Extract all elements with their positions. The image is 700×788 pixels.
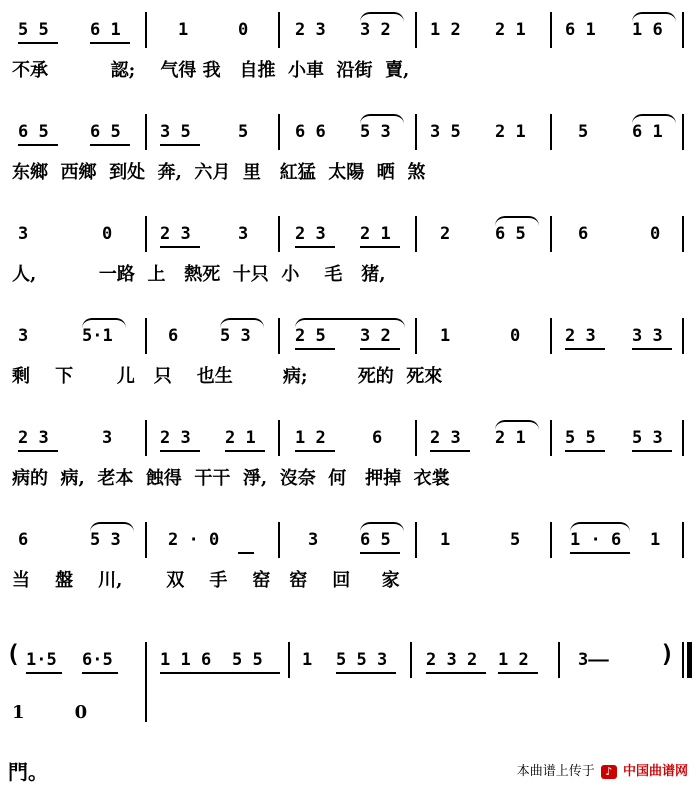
note-group: 5 5 (565, 428, 596, 448)
note-group: 0 (510, 326, 521, 346)
notation-line (10, 112, 690, 152)
beam (360, 552, 400, 554)
notation-line (6, 640, 690, 680)
beam (565, 348, 605, 350)
footer (0, 752, 700, 784)
note-group: 6 5 (90, 122, 121, 142)
slur (632, 12, 676, 22)
note-group: 1·5 (26, 650, 57, 670)
bar-line (550, 114, 552, 150)
note-group: 1 (440, 326, 451, 346)
lyrics-line: 东鄉 西鄉 到处 奔, 六月 里 紅猛 太陽 晒 煞 (12, 162, 426, 183)
bar-line (145, 318, 147, 354)
bar-line (682, 522, 684, 558)
note-group: 5 5 (232, 650, 263, 670)
note-group: 2 3 (565, 326, 596, 346)
beam (26, 672, 62, 674)
notation-line (10, 10, 690, 50)
notation-line (10, 418, 690, 458)
note-group: 6 (578, 224, 589, 244)
note-group: 0 (102, 224, 113, 244)
bar-line (278, 318, 280, 354)
lyrics-line: 不承 認; 气得 我 自推 小車 沿街 賣, (12, 60, 410, 81)
beam (360, 246, 400, 248)
bar-line (550, 420, 552, 456)
note-group: 2 1 (495, 20, 526, 40)
beam (18, 42, 58, 44)
bar-line (550, 522, 552, 558)
bar-line (415, 12, 417, 48)
note-group: 2 1 (495, 122, 526, 142)
note-group: 2 5 (295, 326, 326, 346)
bar-line (278, 216, 280, 252)
beam (430, 450, 470, 452)
note-group: 3 (102, 428, 113, 448)
note-group: 2 3 (295, 224, 326, 244)
bar-line (550, 216, 552, 252)
note-group: 5 (578, 122, 589, 142)
note-group: 5 5 3 (336, 650, 388, 670)
note-group: 5 3 (360, 122, 391, 142)
final-lyric: 門。 (8, 760, 48, 784)
site-logo-icon: ♪ (601, 765, 617, 779)
note-group: 2 (440, 224, 451, 244)
lyrics-line: 1 0 (12, 702, 88, 723)
beam (498, 672, 538, 674)
note-group: 6 (168, 326, 179, 346)
note-group: 2 3 2 (426, 650, 478, 670)
note-group: 2 3 (295, 20, 326, 40)
note-group: 1 1 6 (160, 650, 212, 670)
slur (90, 522, 134, 532)
beam (565, 450, 605, 452)
slur (360, 522, 404, 532)
slur (495, 216, 539, 226)
beam (295, 348, 335, 350)
beam (632, 348, 672, 350)
final-bar-thin (682, 642, 684, 678)
note-group: 6 5 (18, 122, 49, 142)
notation-line (10, 520, 690, 560)
slur (495, 420, 539, 430)
bar-line (145, 522, 147, 558)
beam (570, 552, 630, 554)
beam (160, 672, 280, 674)
slur (295, 318, 405, 328)
beam (82, 672, 118, 674)
bar-line (682, 420, 684, 456)
close-paren: ) (660, 640, 675, 668)
bar-line (550, 12, 552, 48)
lyrics-line: 病的 病, 老本 蝕得 干干 淨, 沒奈 何 押掉 衣裳 (12, 468, 450, 489)
note-group: 0 (650, 224, 661, 244)
note-group: 1 (650, 530, 661, 550)
note-group: 3 3 (632, 326, 663, 346)
bar-line (145, 420, 147, 456)
lyrics-line: 当 盤 川, 双 手 窑 窑 回 家 (12, 570, 400, 591)
note-group: 5 3 (90, 530, 121, 550)
bar-line (145, 114, 147, 150)
note-group: 3 5 (160, 122, 191, 142)
note-group: 2 3 (430, 428, 461, 448)
lyrics-line: 剩 下 儿 只 也生 病; 死的 死來 (12, 366, 443, 387)
final-bar-thick (687, 642, 692, 678)
note-group: 1 6 (632, 20, 663, 40)
bar-line (682, 216, 684, 252)
bar-line (682, 114, 684, 150)
bar-line (410, 642, 412, 678)
bar-line (415, 114, 417, 150)
note-group: 2 3 (160, 224, 191, 244)
note-group: 1 2 (295, 428, 326, 448)
beam (160, 144, 200, 146)
note-group: 5·1 (82, 326, 113, 346)
note-group: 5 (510, 530, 521, 550)
note-group: 1 (178, 20, 189, 40)
bar-line (550, 318, 552, 354)
bar-line (288, 642, 290, 678)
bar-line (145, 216, 147, 252)
slur (360, 114, 404, 124)
bar-line (682, 318, 684, 354)
beam (160, 450, 200, 452)
bar-line (415, 318, 417, 354)
note-group: 5 3 (632, 428, 663, 448)
beam (18, 450, 58, 452)
slur (570, 522, 630, 532)
beam (90, 42, 130, 44)
beam (238, 552, 254, 554)
beam (225, 450, 265, 452)
note-group: 6 1 (90, 20, 121, 40)
note-group: 6 5 (495, 224, 526, 244)
bar-line (415, 420, 417, 456)
beam (295, 246, 335, 248)
bar-line (278, 522, 280, 558)
beam (360, 348, 400, 350)
slur (220, 318, 264, 328)
note-group: 2 3 (18, 428, 49, 448)
note-group: 2 · 0 (168, 530, 220, 550)
note-group: 3 (18, 224, 29, 244)
beam (426, 672, 486, 674)
bar-line (682, 12, 684, 48)
note-group: 1 2 (498, 650, 529, 670)
note-group: 3 2 (360, 326, 391, 346)
note-group: 0 (238, 20, 249, 40)
note-group: 6·5 (82, 650, 113, 670)
note-group: 2 1 (495, 428, 526, 448)
beam (632, 450, 672, 452)
note-group: 3 2 (360, 20, 391, 40)
note-group: 3 (238, 224, 249, 244)
beam (90, 144, 130, 146)
bar-line (415, 522, 417, 558)
beam (336, 672, 396, 674)
note-group: 6 (372, 428, 383, 448)
bar-line (278, 12, 280, 48)
note-group: 6 1 (565, 20, 596, 40)
note-group: 1 (302, 650, 313, 670)
notation-line (10, 214, 690, 254)
note-group: 6 1 (632, 122, 663, 142)
note-group: 5 (238, 122, 249, 142)
slur (82, 318, 126, 328)
note-group: 3 5 (430, 122, 461, 142)
note-group: 6 (18, 530, 29, 550)
bar-line (278, 114, 280, 150)
note-group: 1 2 (430, 20, 461, 40)
site-name[interactable]: 中国曲谱网 (622, 764, 688, 779)
beam (18, 144, 58, 146)
beam (295, 450, 335, 452)
note-group: 2 3 (160, 428, 191, 448)
slur (632, 114, 676, 124)
beam (160, 246, 200, 248)
bar-line (145, 12, 147, 48)
note-group: 5 3 (220, 326, 251, 346)
slur (360, 12, 404, 22)
open-paren: ( (6, 640, 21, 668)
lyrics-line: 人, 一路 上 熱死 十只 小 毛 猪, (12, 264, 386, 285)
credit-text: 本曲谱上传于 (516, 764, 595, 779)
note-group: 5 5 (18, 20, 49, 40)
upload-credit (517, 760, 688, 779)
bar-line (558, 642, 560, 678)
note-group: 6 5 (360, 530, 391, 550)
note-group: 1 · 6 (570, 530, 622, 550)
note-group: 1 (440, 530, 451, 550)
note-group: 6 6 (295, 122, 326, 142)
bar-line (415, 216, 417, 252)
bar-line (278, 420, 280, 456)
notation-line (10, 316, 690, 356)
note-group: 3—— (578, 650, 609, 670)
note-group: 2 1 (225, 428, 256, 448)
note-group: 2 1 (360, 224, 391, 244)
note-group: 3 (308, 530, 319, 550)
note-group: 3 (18, 326, 29, 346)
